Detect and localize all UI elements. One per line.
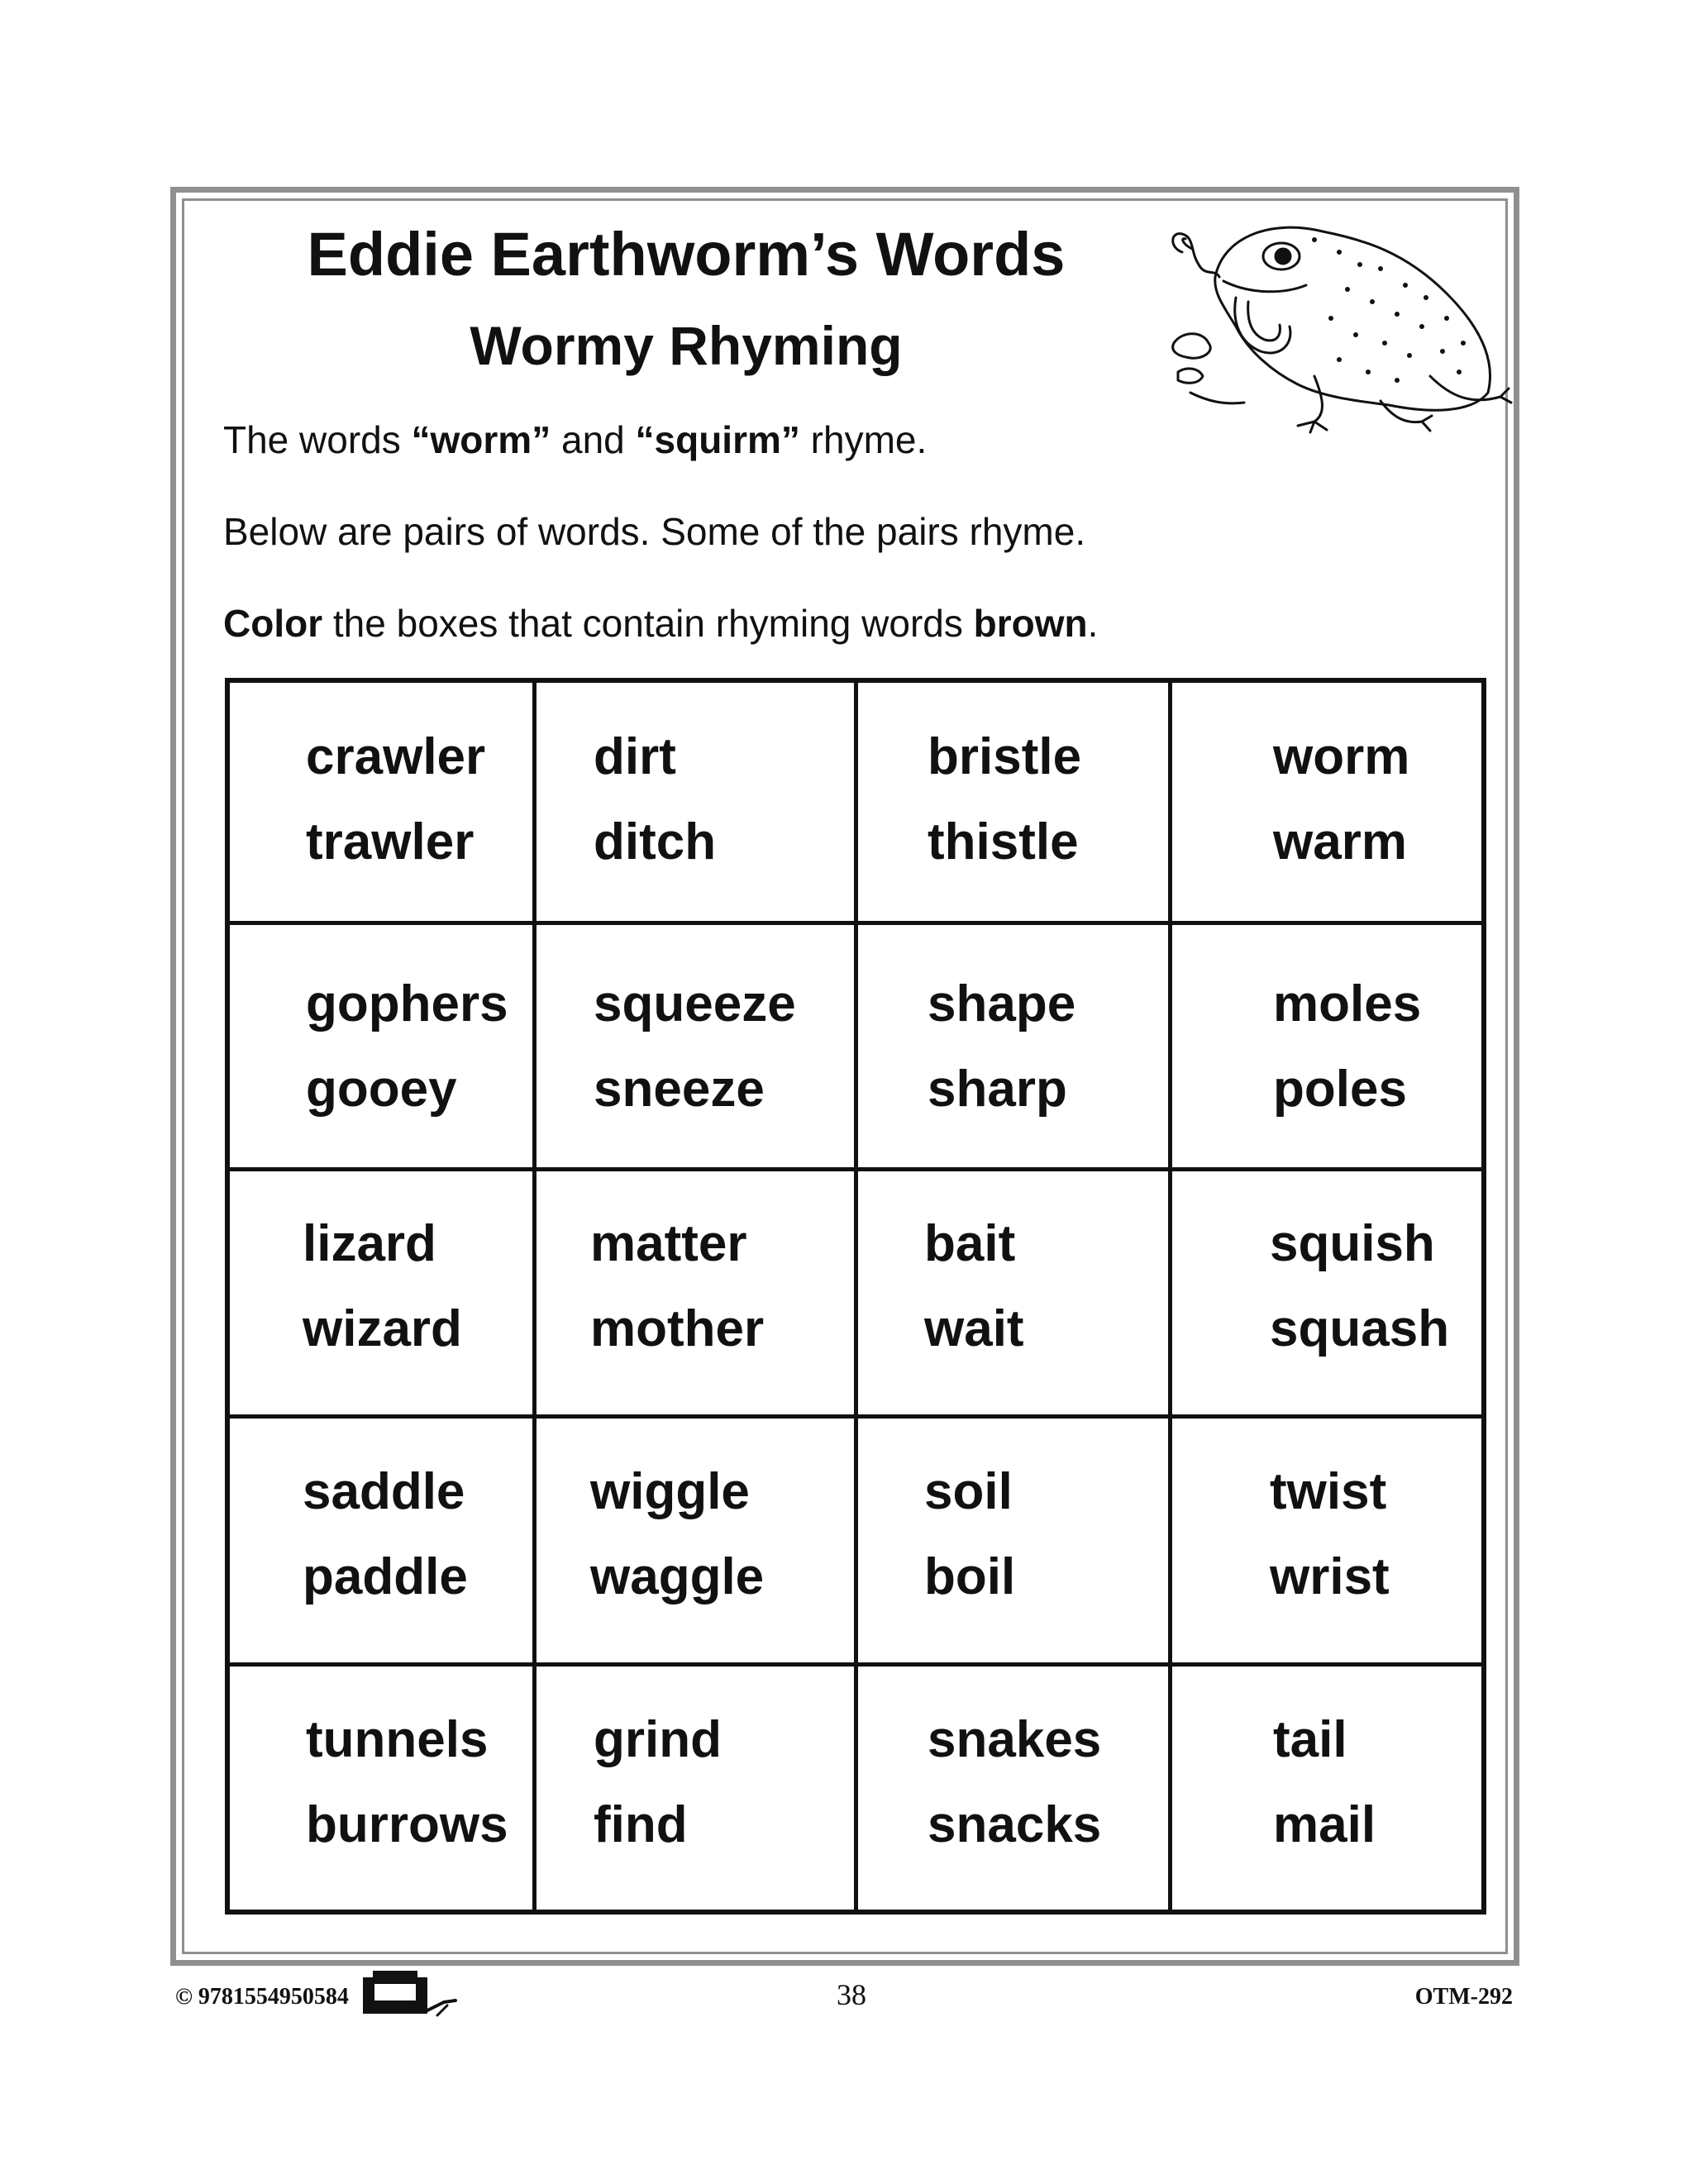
instruction-post: . [1087,602,1099,645]
grid-word-top: saddle [303,1463,465,1520]
grid-word-top: bristle [928,728,1082,785]
publisher-logo-icon [361,1969,459,2017]
grid-word-top: squish [1270,1215,1435,1272]
grid-word-top: moles [1273,975,1422,1032]
grid-word-top: lizard [303,1215,436,1272]
grid-word-bottom: find [594,1796,688,1853]
grid-word-bottom: burrows [306,1796,508,1853]
grid-word-top: tail [1273,1711,1347,1768]
grid-word-top: matter [590,1215,747,1272]
grid-word-bottom: paddle [303,1548,468,1605]
intro-line-instructions [223,601,1098,646]
instruction-brown: brown [973,602,1088,645]
grid-word-bottom: sneeze [594,1061,765,1118]
grid-word-bottom: trawler [306,813,475,870]
intro-line-rhyme-example [223,417,927,462]
grid-word-top: twist [1270,1463,1387,1520]
grid-word-bottom: wrist [1270,1548,1390,1605]
grid-word-top: shape [928,975,1076,1032]
instruction-color: Color [223,602,323,645]
grid-word-top: squeeze [594,975,796,1032]
page-number: 38 [837,1978,866,2011]
grid-word-top: worm [1273,728,1410,785]
grid-divider [532,678,537,1915]
grid-word-bottom: wait [924,1300,1024,1357]
grid-word-bottom: warm [1273,813,1407,870]
instruction-mid: the boxes that contain rhyming words [322,602,974,645]
grid-word-bottom: gooey [306,1061,457,1118]
grid-word-top: bait [924,1215,1016,1272]
example-word-worm: “worm” [411,418,551,461]
footer-isbn: © 9781554950584 [175,1984,349,2010]
grid-word-top: tunnels [306,1711,489,1768]
grid-word-bottom: squash [1270,1300,1450,1357]
grid-divider [225,1167,1486,1171]
grid-word-top: grind [594,1711,722,1768]
grid-word-top: gophers [306,975,508,1032]
grid-word-top: dirt [594,728,676,785]
footer-product-code: OTM-292 [1414,1984,1513,2010]
intro-line1-post: rhyme. [799,418,928,461]
grid-word-bottom: poles [1273,1061,1407,1118]
intro-line-pairs: Below are pairs of words. Some of the pairs rhyme. [223,510,1086,553]
grid-word-top: soil [924,1463,1013,1520]
grid-word-top: wiggle [590,1463,750,1520]
grid-word-bottom: mother [590,1300,765,1357]
grid-divider [225,1662,1486,1667]
grid-divider [225,1414,1486,1419]
toad-eating-worm-illustration [1157,219,1513,434]
page-subtitle: Wormy Rhyming [470,315,903,376]
grid-word-bottom: wizard [303,1300,462,1357]
grid-word-bottom: ditch [594,813,717,870]
page-title: Eddie Earthworm’s Words [307,220,1066,288]
grid-divider [225,921,1486,925]
grid-word-bottom: boil [924,1548,1016,1605]
intro-line1-mid: and [551,418,636,461]
grid-divider [854,678,858,1915]
grid-word-bottom: sharp [928,1061,1067,1118]
grid-word-top: crawler [306,728,486,785]
grid-divider [1168,678,1172,1915]
grid-word-bottom: waggle [590,1548,765,1605]
grid-word-top: snakes [928,1711,1102,1768]
intro-line1-pre: The words [223,418,412,461]
grid-word-bottom: mail [1273,1796,1376,1853]
example-word-squirm: “squirm” [635,418,800,461]
grid-word-bottom: snacks [928,1796,1102,1853]
grid-word-bottom: thistle [928,813,1079,870]
